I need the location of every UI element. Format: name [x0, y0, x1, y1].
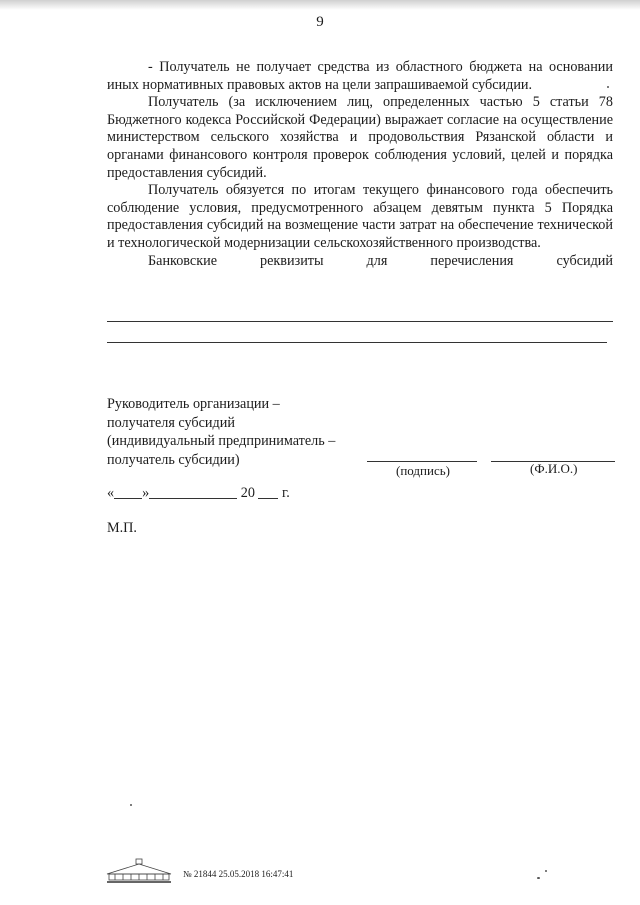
date-open-quote: «	[107, 485, 115, 501]
bank-details-line-1	[107, 321, 613, 322]
paragraph-bank-details-label: Банковские реквизиты для перечисления субсидий	[148, 252, 613, 269]
registry-footer	[103, 858, 333, 886]
date-field	[107, 484, 290, 502]
signatory-line-4: получатель субсидии)	[107, 451, 240, 468]
document-body	[107, 59, 613, 270]
signature-label: (подпись)	[396, 463, 450, 478]
signatory-line-2: получателя субсидий	[107, 414, 235, 431]
registry-number: № 21844 25.05.2018 16:47:41	[183, 869, 294, 879]
scan-speck	[130, 804, 132, 806]
bank-details-line-2	[107, 342, 607, 343]
scan-edge-shadow	[0, 0, 640, 10]
date-close-quote: »	[142, 485, 150, 501]
signatory-line-1: Руководитель организации –	[107, 396, 280, 412]
paragraph-no-other-funds: - Получатель не получает средства из областного бюджета на основании иных нормативных правовых актов на цели запрашиваемой субсидии.	[107, 59, 613, 93]
paragraph-consent-to-audit: Получатель (за исключением лиц, определенных частью 5 статьи 78 Бюджетного кодекса Российской Федерации) выражает согласие на осуществление министерством сельского хозяйства и продовольствия Рязанской области и органами финансового контроля проверок соблюдения условий, целей и порядка предоставления субсидий.	[107, 94, 613, 181]
signatory-line-3: (индивидуальный предприниматель –	[107, 433, 336, 449]
paragraph-obligation: Получатель обязуется по итогам текущего финансового года обеспечить соблюдение условия, предусмотренного абзацем девятым пункта 5 Порядка предоставления субсидий на возмещение части затрат на обеспечение технической и технологической модернизации сельскохозяйственного производства.	[107, 182, 613, 251]
full-name-label: (Ф.И.О.)	[530, 461, 578, 476]
signatory-title	[107, 395, 335, 469]
page-number: 9	[316, 14, 324, 30]
date-month-blank	[149, 484, 237, 499]
date-year-suffix: г.	[282, 485, 290, 501]
date-year-blank	[258, 484, 278, 499]
scan-speck	[545, 870, 547, 872]
ministry-building-icon	[103, 858, 175, 884]
signature-line	[367, 461, 477, 462]
scan-speck	[537, 877, 540, 879]
seal-place-label: М.П.	[107, 520, 137, 536]
scan-speck	[607, 86, 609, 88]
date-day-blank	[114, 484, 142, 499]
date-year-prefix: 20	[240, 485, 255, 501]
